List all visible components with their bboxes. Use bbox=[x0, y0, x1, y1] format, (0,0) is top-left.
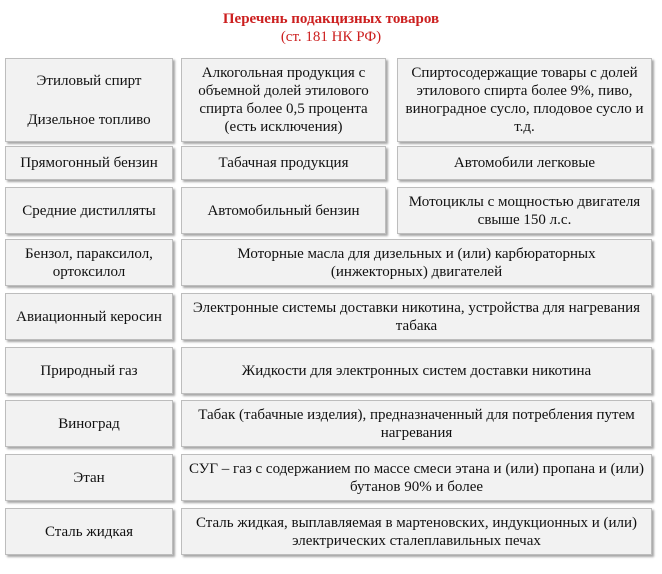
left-cell bbox=[5, 454, 173, 501]
left-cell-text: Виноград bbox=[58, 415, 120, 432]
left-cell bbox=[5, 508, 173, 555]
wide-cell-text: СУГ – газ с содержанием по массе смеси этана и (или) пропана и (или) бутанов 90% и более bbox=[188, 460, 645, 495]
left-cell-text: Природный газ bbox=[40, 362, 138, 379]
right-cell bbox=[397, 187, 652, 234]
left-cell bbox=[5, 146, 173, 180]
right-cell-text: Автомобили легковые bbox=[453, 155, 596, 171]
wide-cell-text: Сталь жидкая, выплавляемая в мартеновских, индукционных и (или) электрических сталеплавильных печах bbox=[195, 514, 638, 549]
right-cell-text: Мотоциклы с мощностью двигателя свыше 150 л.с. bbox=[408, 193, 641, 228]
middle-cell-text: Автомобильный бензин bbox=[207, 202, 360, 219]
wide-cell bbox=[181, 508, 652, 555]
page-subtitle: (ст. 181 НК РФ) bbox=[280, 29, 382, 45]
left-cell-text: Этан bbox=[73, 469, 105, 486]
left-cell bbox=[5, 293, 173, 340]
wide-cell bbox=[181, 239, 652, 286]
left-cell bbox=[5, 58, 173, 142]
wide-cell-text: Табак (табачные изделия), предназначенный для потребления путем нагревания bbox=[198, 406, 635, 441]
middle-cell-text: Табачная продукция bbox=[218, 155, 349, 171]
wide-cell-text: Электронные системы доставки никотина, устройства для нагревания табака bbox=[192, 299, 641, 334]
left-cell bbox=[5, 400, 173, 447]
left-cell-text: Сталь жидкая bbox=[44, 523, 134, 540]
middle-cell bbox=[181, 58, 386, 142]
right-cell bbox=[397, 146, 652, 180]
left-cell-text: Этиловый спирт bbox=[36, 72, 142, 89]
right-cell bbox=[397, 58, 652, 142]
middle-cell bbox=[181, 187, 386, 234]
left-cell-text: Авиационный керосин bbox=[16, 308, 162, 325]
left-cell bbox=[5, 187, 173, 234]
page-title: Перечень подакцизных товаров bbox=[222, 11, 440, 27]
wide-cell bbox=[181, 400, 652, 447]
wide-cell bbox=[181, 293, 652, 340]
left-cell-text: Бензол, параксилол, ортоксилол bbox=[25, 245, 153, 280]
wide-cell-text: Жидкости для электронных систем доставки никотина bbox=[241, 362, 592, 379]
wide-cell bbox=[181, 454, 652, 501]
left-cell-text: Дизельное топливо bbox=[27, 111, 151, 128]
left-cell bbox=[5, 347, 173, 394]
right-cell-text: Спиртосодержащие товары с долей этилового спирта более 9%, пиво, виноградное сусло, плодовое сусло и т.д. bbox=[405, 65, 644, 135]
wide-cell-text: Моторные масла для дизельных и (или) карбюраторных (инжекторных) двигателей bbox=[237, 245, 596, 280]
left-cell-text: Прямогонный бензин bbox=[20, 155, 158, 171]
middle-cell-text: Алкогольная продукция с объемной долей этилового спирта более 0,5 процента (есть исключения) bbox=[198, 65, 369, 135]
left-cell bbox=[5, 239, 173, 286]
wide-cell bbox=[181, 347, 652, 394]
middle-cell bbox=[181, 146, 386, 180]
left-cell-text: Средние дистилляты bbox=[22, 202, 156, 219]
